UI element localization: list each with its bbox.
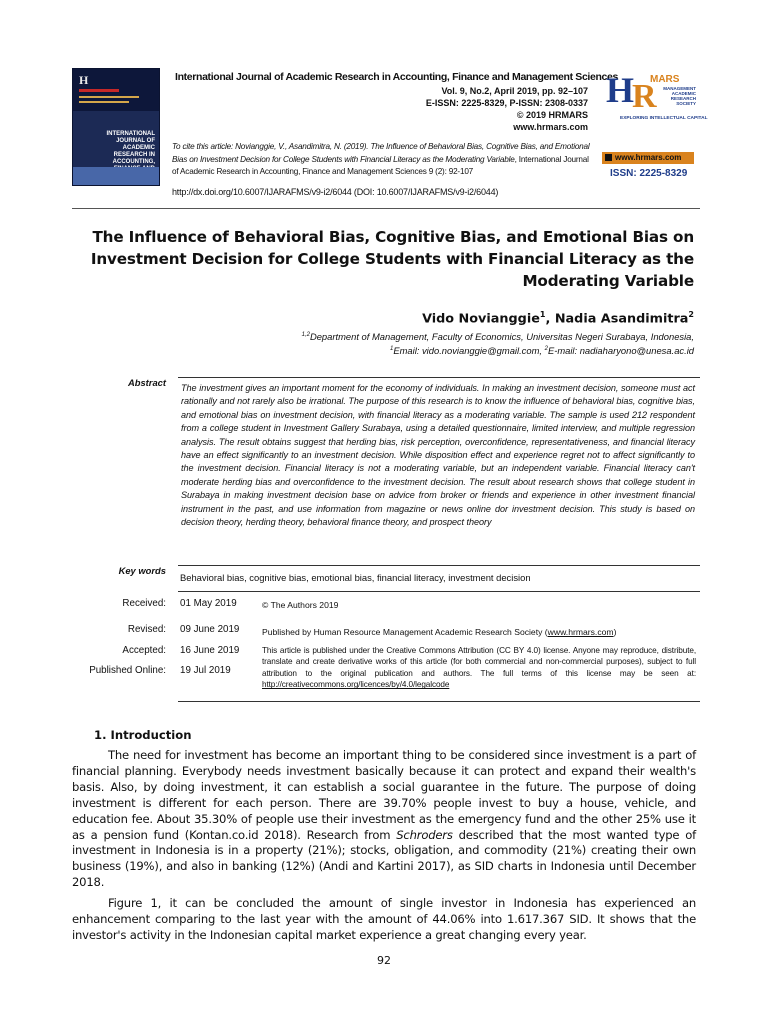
journal-name: International Journal of Academic Research in Accounting, Finance and Management Sciences xyxy=(175,71,619,83)
email2-sup: 2 xyxy=(544,346,548,353)
cover-line xyxy=(79,101,129,103)
logo-tagline: EXPLORING INTELLECTUAL CAPITAL xyxy=(620,116,708,121)
abstract-text: The investment gives an important moment for the economy of individuals. In making an investment decision, someone must act rationally and not rarely also be irrational. The purpose of this research is to know the influence of behavioral bias, cognitive bias, and emotional bias on investment decision, with financial literacy as a moderating variable. The sample is used 212 respondent from a college student in Investment Gallery Surabaya, using a detailed questionnaire, limited interview, and multiple regression analysis. The result obtains suggest that herding bias, risk perception, overconfidence, representativeness, and financial literacy have an effect significantly to an investment decision. While disposition effect and experience regret not to affect significantly to the investment decision. Financial literacy is not a moderating variable, but an independent variable. Financial literacy can't moderate herding bias and overconfidence to the investment decision. The result about research shows that college student in Surabaya in making investment decision base on advice from broker or friends and experience in other investment financial instrument in the past, and use information from magazine or news online dor investment decision. This study is based on decision theory, herding theory, behavioral finance theory, and prospect theory xyxy=(181,383,695,528)
received-date: 01 May 2019 xyxy=(180,598,237,609)
affiliations xyxy=(302,329,694,357)
logo-letter-r: R xyxy=(632,78,657,115)
citation-lead: To cite this article: Novianggie, V., Asandimitra, N. (2019). xyxy=(172,142,371,151)
logo-issn: ISSN: 2225-8329 xyxy=(610,168,688,179)
accepted-date: 16 June 2019 xyxy=(180,645,240,656)
author-2: Nadia Asandimitra xyxy=(554,311,689,327)
logo-website: www.hrmars.com xyxy=(615,153,682,162)
email-line xyxy=(302,343,694,357)
header-divider xyxy=(72,208,700,209)
intro-paragraph-2 xyxy=(72,896,696,944)
affil-sup: 1,2 xyxy=(301,332,310,338)
hrmars-logo xyxy=(602,70,708,182)
abstract-top-rule xyxy=(178,377,700,378)
published-label: Published Online: xyxy=(89,665,166,676)
citation-tail: , International Journal of Academic Research in Accounting, Finance and Management Sciences 9 (2): 92-107 xyxy=(172,154,589,176)
publisher-close: ) xyxy=(613,627,617,637)
email-2[interactable]: E-mail: nadiaharyono@unesa.ac.id xyxy=(547,345,694,357)
keywords-rule xyxy=(178,565,700,566)
journal-meta xyxy=(426,85,588,133)
cover-title: INTERNATIONAL JOURNAL OF ACADEMIC RESEARCH IN ACCOUNTING, xyxy=(106,131,155,165)
received-label: Received: xyxy=(122,598,166,609)
logo-letter-h: H xyxy=(606,70,635,110)
web-square-icon xyxy=(605,154,612,161)
cover-bottom-band xyxy=(73,167,159,185)
published-date: 19 Jul 2019 xyxy=(180,665,231,676)
authors-copyright: © The Authors 2019 xyxy=(262,600,339,610)
abstract-label: Abstract xyxy=(127,377,166,388)
revised-label: Revised: xyxy=(127,624,166,635)
authors xyxy=(422,310,694,326)
page-number: 92 xyxy=(377,954,391,967)
cover-line xyxy=(79,96,139,98)
author-1-sup: 1 xyxy=(539,310,546,319)
logo-website-bar[interactable] xyxy=(602,152,694,164)
author-2-sup: 2 xyxy=(688,310,694,319)
publisher-link[interactable]: www.hrmars.com xyxy=(547,627,614,637)
keywords-text: Behavioral bias, cognitive bias, emotional bias, financial literacy, investment decision xyxy=(180,572,531,583)
affiliation: Department of Management, Faculty of Economics, Universitas Negeri Surabaya, Indonesia, xyxy=(309,331,694,343)
publisher-line xyxy=(262,627,616,637)
accepted-label: Accepted: xyxy=(122,645,166,656)
journal-cover-image xyxy=(72,68,160,186)
license-text xyxy=(262,645,696,691)
dates-top-rule xyxy=(178,591,700,592)
intro-p1-em: Schroders xyxy=(396,827,453,842)
author-sep: , xyxy=(545,311,555,327)
journal-copyright: © 2019 HRMARS xyxy=(516,110,588,120)
citation-title: The Influence of Behavioral Bias, Cognitive Bias, and Emotional Bias on Investment Decision for College Students with Financial Literacy as the Moderating Variable xyxy=(172,142,590,164)
publisher-text: Published by Human Resource Management Academic Research Society ( xyxy=(262,627,548,637)
paper-title: The Influence of Behavioral Bias, Cognitive Bias, and Emotional Bias on Investment Decision for College Students with Financial Literacy as the Moderating Variable xyxy=(90,228,694,290)
logo-mars: MARS xyxy=(650,74,680,85)
author-1: Vido Novianggie xyxy=(422,311,540,327)
intro-p2-text: Figure 1, it can be concluded the amount of single investor in Indonesia has experienced an enhancement comparing to the last year with the amount of 44.06% into 1.617.367 SID. It shows that the investor's activity in the Indonesian capital market experience a great changing every year. xyxy=(72,896,696,942)
email1-sup: 1 xyxy=(390,346,394,353)
cover-red-bar xyxy=(79,89,119,92)
keywords-label: Key words xyxy=(118,565,166,576)
revised-date: 09 June 2019 xyxy=(180,624,240,635)
intro-p1-text: The need for investment has become an important thing to be considered since investment is a part of financial planning. Everybody needs investment basically because it can protect and expand their wealth's basis. Also, by doing investment, it can establish a social guarantee in the future. The purpose of doing investment is different for each person. There are 39.70% people invest to buy a house, vehicle, and education fee. About 35.30% of people use their investment as the emergency fund and the other 25% use it as a pension fund (Kontan.co.id 2018). Research from xyxy=(72,748,696,842)
intro-paragraph-1 xyxy=(72,748,696,891)
citation xyxy=(172,141,590,179)
journal-issn: E-ISSN: 2225-8329, P-ISSN: 2308-0337 xyxy=(425,98,588,108)
section-heading-introduction: 1. Introduction xyxy=(94,728,192,742)
doi-link[interactable]: http://dx.doi.org/10.6007/IJARAFMS/v9-i2/6044 (DOI: 10.6007/IJARAFMS/v9-i2/6044) xyxy=(172,187,499,197)
logo-subtitle: MANAGEMENT ACADEMIC RESEARCH SOCIETY xyxy=(663,86,696,106)
journal-website[interactable]: www.hrmars.com xyxy=(513,122,588,132)
dates-bottom-rule xyxy=(178,701,700,702)
affiliation-line xyxy=(302,329,694,343)
intro-p1-tail: described that the most wanted type of investment in Indonesia is in a property (21%); stocks, obligation, and commodity (21%) creating their own business (19%), and also in banking (12%) (Andi and Kartini 2017), as SID charts in Indonesia until December 2018. xyxy=(72,827,696,890)
license-body: This article is published under the Creative Commons Attribution (CC BY 4.0) license. Anyone may reproduce, distribute, translate and create derivative works of this article (for both commercial and non-commercial purposes), subject to full attribution to the original publication and authors. The full terms of this license may be seen at: xyxy=(262,646,696,678)
email-1[interactable]: Email: vido.novianggie@gmail.com, xyxy=(393,345,545,357)
journal-volume: Vol. 9, No.2, April 2019, pp. 92–107 xyxy=(441,86,588,96)
cover-hr-mark: H xyxy=(79,73,89,87)
license-link[interactable]: http://creativecommons.org/licences/by/4.0/legalcode xyxy=(262,680,450,690)
